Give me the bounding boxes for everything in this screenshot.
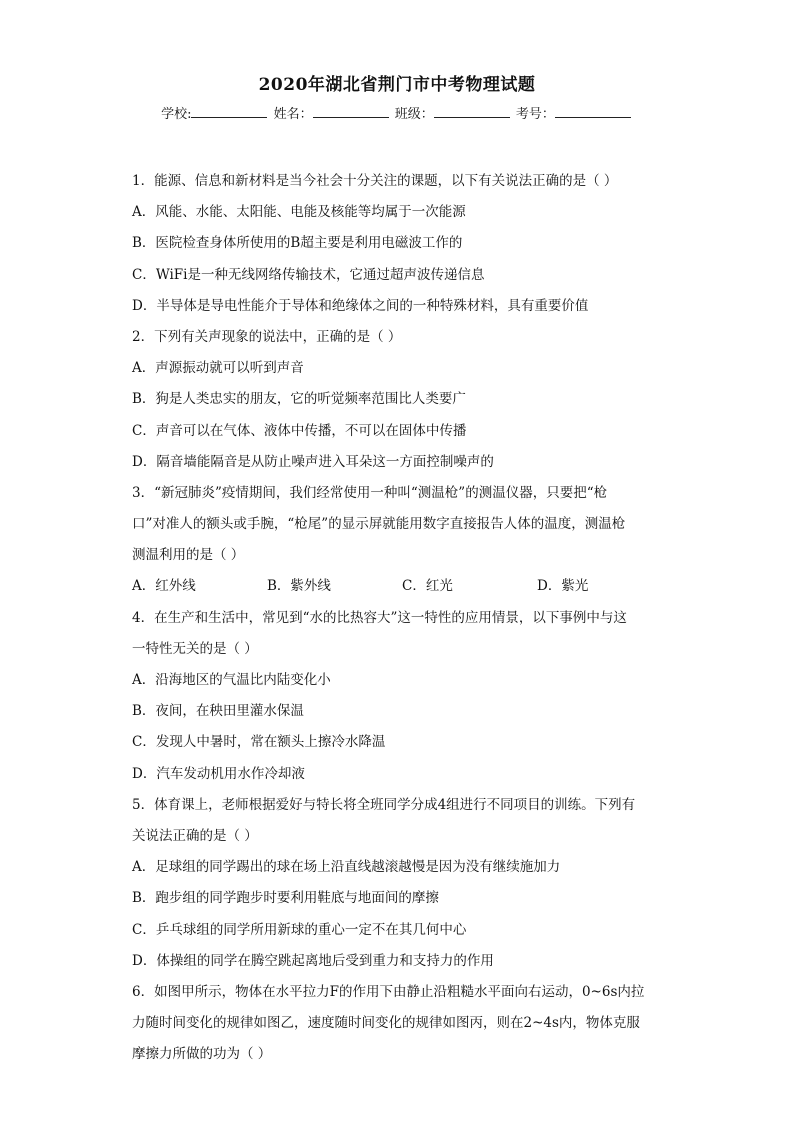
question-2-stem: 2．下列有关声现象的说法中，正确的是（ ） [132, 328, 402, 345]
class-field[interactable] [434, 103, 510, 118]
school-field[interactable] [191, 103, 267, 118]
question-2-option-b[interactable]: B．狗是人类忠实的朋友，它的听觉频率范围比人类要广 [132, 391, 466, 408]
question-4-option-a[interactable]: A．沿海地区的气温比内陆变化小 [132, 672, 331, 688]
question-5-stem-line-1: 5．体育课上，老师根据爱好与特长将全班同学分成4组进行不同项目的训练。下列有 [132, 796, 636, 813]
question-4-stem-line-2: 一特性无关的是（ ） [132, 640, 258, 657]
name-label: 姓名： [273, 107, 313, 122]
question-3-option-b[interactable]: B．紫外线 [267, 578, 331, 595]
question-4-option-b[interactable]: B．夜间，在秧田里灌水保温 [132, 703, 304, 720]
question-3-options [132, 574, 672, 605]
question-3-stem-line-2: 口”对准人的额头或手腕，“枪尾”的显示屏就能用数字直接报告人体的温度，测温枪 [132, 516, 626, 533]
question-3-stem-line-1: 3．“新冠肺炎”疫情期间，我们经常使用一种叫“测温枪”的测温仪器，只要把“枪 [132, 484, 608, 501]
question-4-option-c[interactable]: C．发现人中暑时，常在额头上擦冷水降温 [132, 734, 386, 751]
question-5-option-d[interactable]: D．体操组的同学在腾空跳起离地后受到重力和支持力的作用 [132, 952, 494, 969]
question-1-option-b[interactable]: B．医院检查身体所使用的B超主要是利用电磁波工作的 [132, 235, 463, 252]
question-1-option-a[interactable]: A．风能、水能、太阳能、电能及核能等均属于一次能源 [132, 204, 466, 221]
questions-area [132, 169, 672, 1073]
question-5-option-c[interactable]: C．乒乓球组的同学所用新球的重心一定不在其几何中心 [132, 921, 467, 938]
question-3-stem-line-3: 测温利用的是（ ） [132, 547, 245, 564]
school-label: 学校: [161, 107, 192, 122]
question-5-stem-line-2: 关说法正确的是（ ） [132, 827, 258, 844]
question-1-option-d[interactable]: D．半导体是导电性能介于导体和绝缘体之间的一种特殊材料，具有重要价值 [132, 297, 589, 314]
name-field[interactable] [313, 103, 389, 118]
question-4-stem-line-1: 4．在生产和生活中，常见到“水的比热容大”这一特性的应用情景，以下事例中与这 [132, 609, 627, 626]
question-3-option-a[interactable]: A．红外线 [132, 578, 196, 595]
question-5-option-b[interactable]: B．跑步组的同学跑步时要利用鞋底与地面间的摩擦 [132, 890, 439, 907]
question-6-stem-line-1: 6．如图甲所示，物体在水平拉力F的作用下由静止沿粗糙水平面向右运动，0~6s内拉 [132, 983, 645, 1000]
question-2-option-c[interactable]: C．声音可以在气体、液体中传播，不可以在固体中传播 [132, 422, 467, 439]
exam-number-field[interactable] [555, 103, 631, 118]
question-1-option-c[interactable]: C．WiFi是一种无线网络传输技术，它通过超声波传递信息 [132, 266, 485, 283]
student-info-row [0, 103, 794, 122]
question-6-stem-line-3: 摩擦力所做的功为（ ） [132, 1046, 272, 1063]
exam-number-label: 考号： [515, 107, 555, 122]
exam-title: 2020年湖北省荆门市中考物理试题 [258, 75, 536, 95]
question-3-option-c[interactable]: C．红光 [402, 578, 453, 595]
question-2-option-d[interactable]: D．隔音墙能隔音是从防止噪声进入耳朵这一方面控制噪声的 [132, 453, 494, 470]
question-2-option-a[interactable]: A．声源振动就可以听到声音 [132, 360, 304, 377]
question-6-stem-line-2: 力随时间变化的规律如图乙，速度随时间变化的规律如图丙，则在2~4s内，物体克服 [132, 1015, 640, 1032]
question-1-stem: 1．能源、信息和新材料是当今社会十分关注的课题，以下有关说法正确的是（ ） [132, 173, 618, 189]
question-5-option-a[interactable]: A．足球组的同学踢出的球在场上沿直线越滚越慢是因为没有继续施加力 [132, 859, 561, 876]
question-4-option-d[interactable]: D．汽车发动机用水作冷却液 [132, 765, 305, 782]
question-3-option-d[interactable]: D．紫光 [537, 578, 589, 595]
class-label: 班级： [394, 107, 434, 122]
